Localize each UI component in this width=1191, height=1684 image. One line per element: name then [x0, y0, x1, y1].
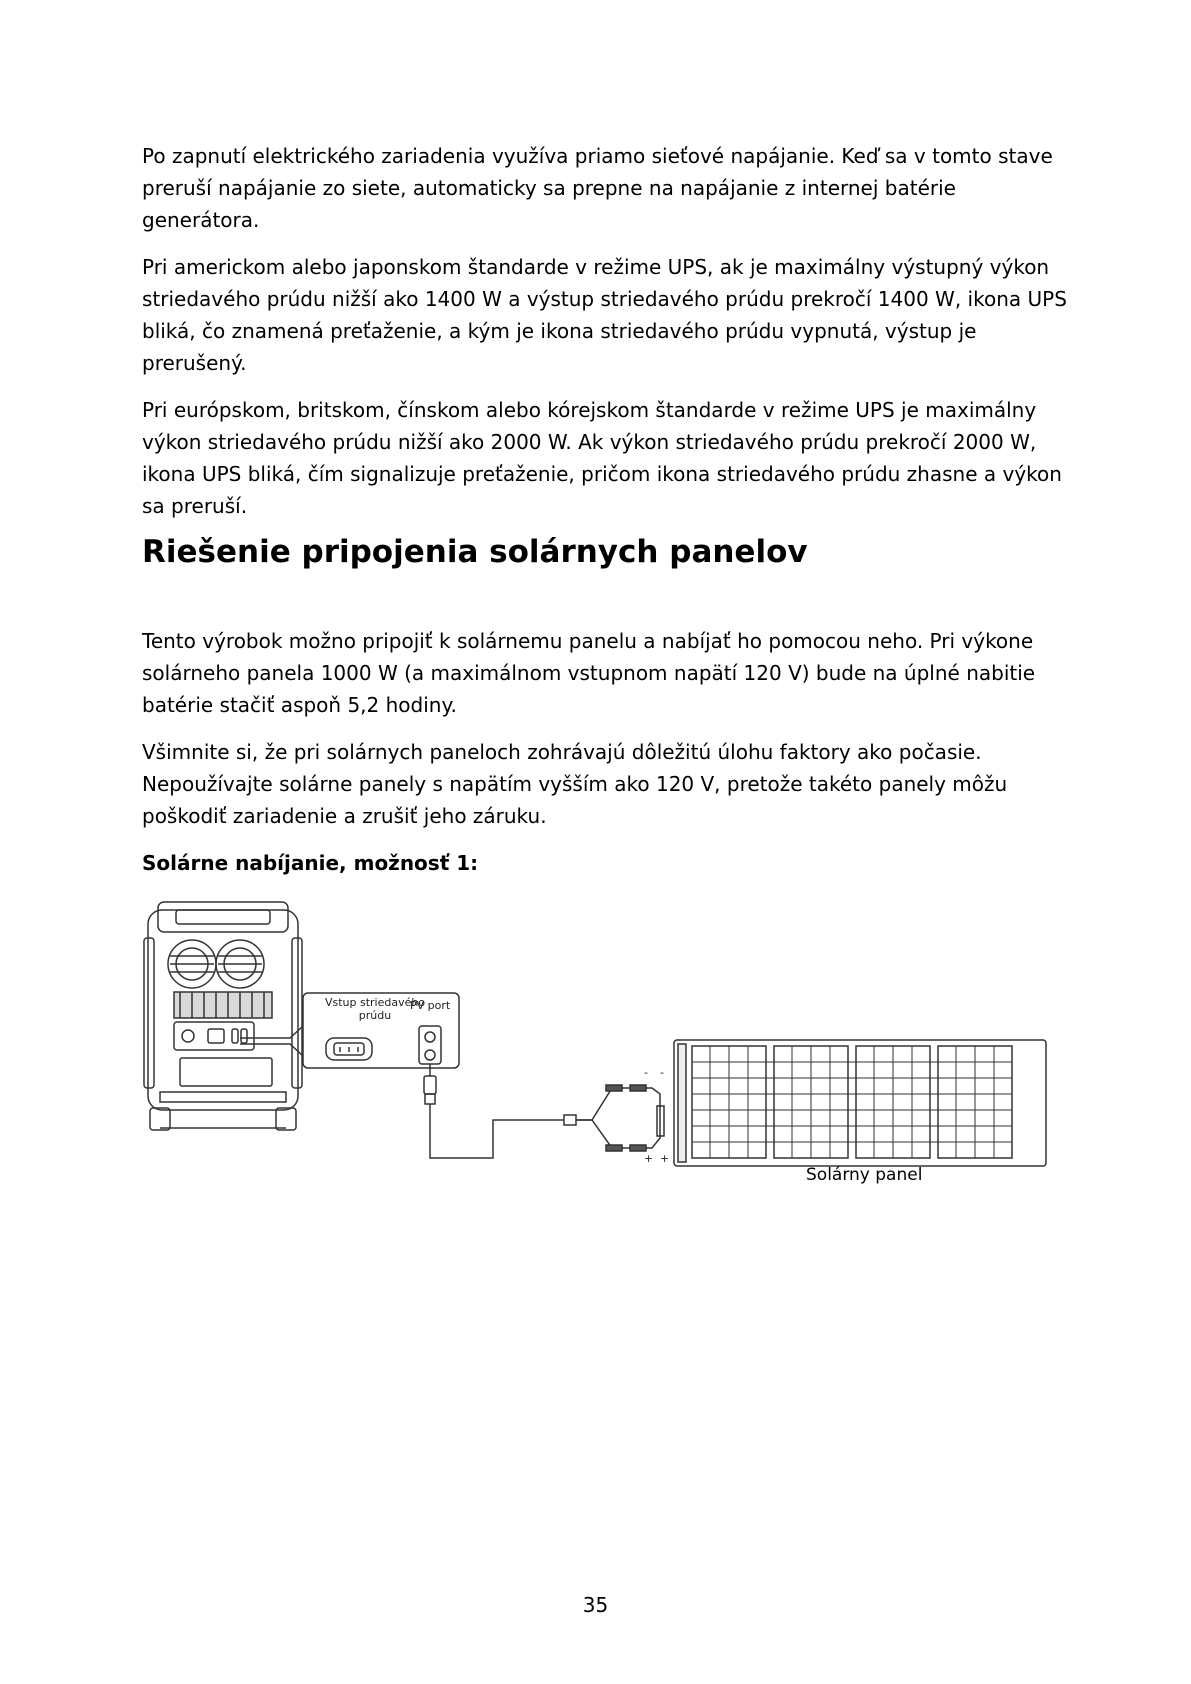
paragraph-1: Po zapnutí elektrického zariadenia využíva priamo sieťové napájanie. Keď sa v tomto stave preruší napájanie zo siete, automaticky sa prepne na napájanie z internej batérie generátora. — [142, 144, 1053, 232]
polarity-plus-2: + — [660, 1152, 670, 1165]
paragraph-3: Pri európskom, britskom, čínskom alebo kórejskom štandarde v režime UPS je maximálny výkon striedavého prúdu nižší ako 2000 W. Ak výkon striedavého prúdu prekročí 2000 W, ikona UPS bliká, čím signalizuje preťaženie, pričom ikona striedavého prúdu zhasne a výkon sa preruší. — [142, 398, 1062, 518]
paragraph-2: Pri americkom alebo japonskom štandarde v režime UPS, ak je maximálny výstupný výkon striedavého prúdu nižší ako 1400 W a výstup striedavého prúdu prekročí 1400 W, ikona UPS bliká, čo znamená preťaženie, a kým je ikona striedavého prúdu vypnutá, výstup je prerušený. — [142, 255, 1067, 375]
solar-panel-frame — [674, 1040, 1046, 1166]
option-subheading: Solárne nabíjanie, možnosť 1: — [142, 851, 479, 875]
section-text — [142, 625, 1072, 879]
intro-text — [142, 140, 1072, 537]
diagram-illustration — [140, 898, 1060, 1198]
polarity-minus-1: - — [644, 1066, 648, 1079]
polarity-plus-1: + — [644, 1152, 654, 1165]
solar-panel-caption: Solárny panel — [806, 1165, 923, 1185]
power-station-illustration — [144, 902, 302, 1130]
page-number: 35 — [582, 1593, 609, 1617]
section-title: Riešenie pripojenia solárnych panelov — [142, 534, 808, 570]
polarity-minus-2: - — [660, 1066, 664, 1079]
solar-connection-diagram — [140, 898, 1060, 1198]
section-paragraph-2: Všimnite si, že pri solárnych paneloch zohrávajú dôležitú úlohu faktory ako počasie. Nepoužívajte solárne panely s napätím vyšším ako 120 V, pretože takéto panely môžu poškodiť zariadenie a zrušiť jeho záruku. — [142, 740, 1008, 828]
section-paragraph-1: Tento výrobok možno pripojiť k solárnemu panelu a nabíjať ho pomocou neho. Pri výkone solárneho panela 1000 W (a maximálnom vstupnom napätí 120 V) bude na úplné nabitie batérie stačiť aspoň 5,2 hodiny. — [142, 629, 1036, 717]
label-ac-input: Vstup striedavého prúdu — [324, 996, 426, 1022]
label-pv-port: PV port — [410, 999, 451, 1012]
